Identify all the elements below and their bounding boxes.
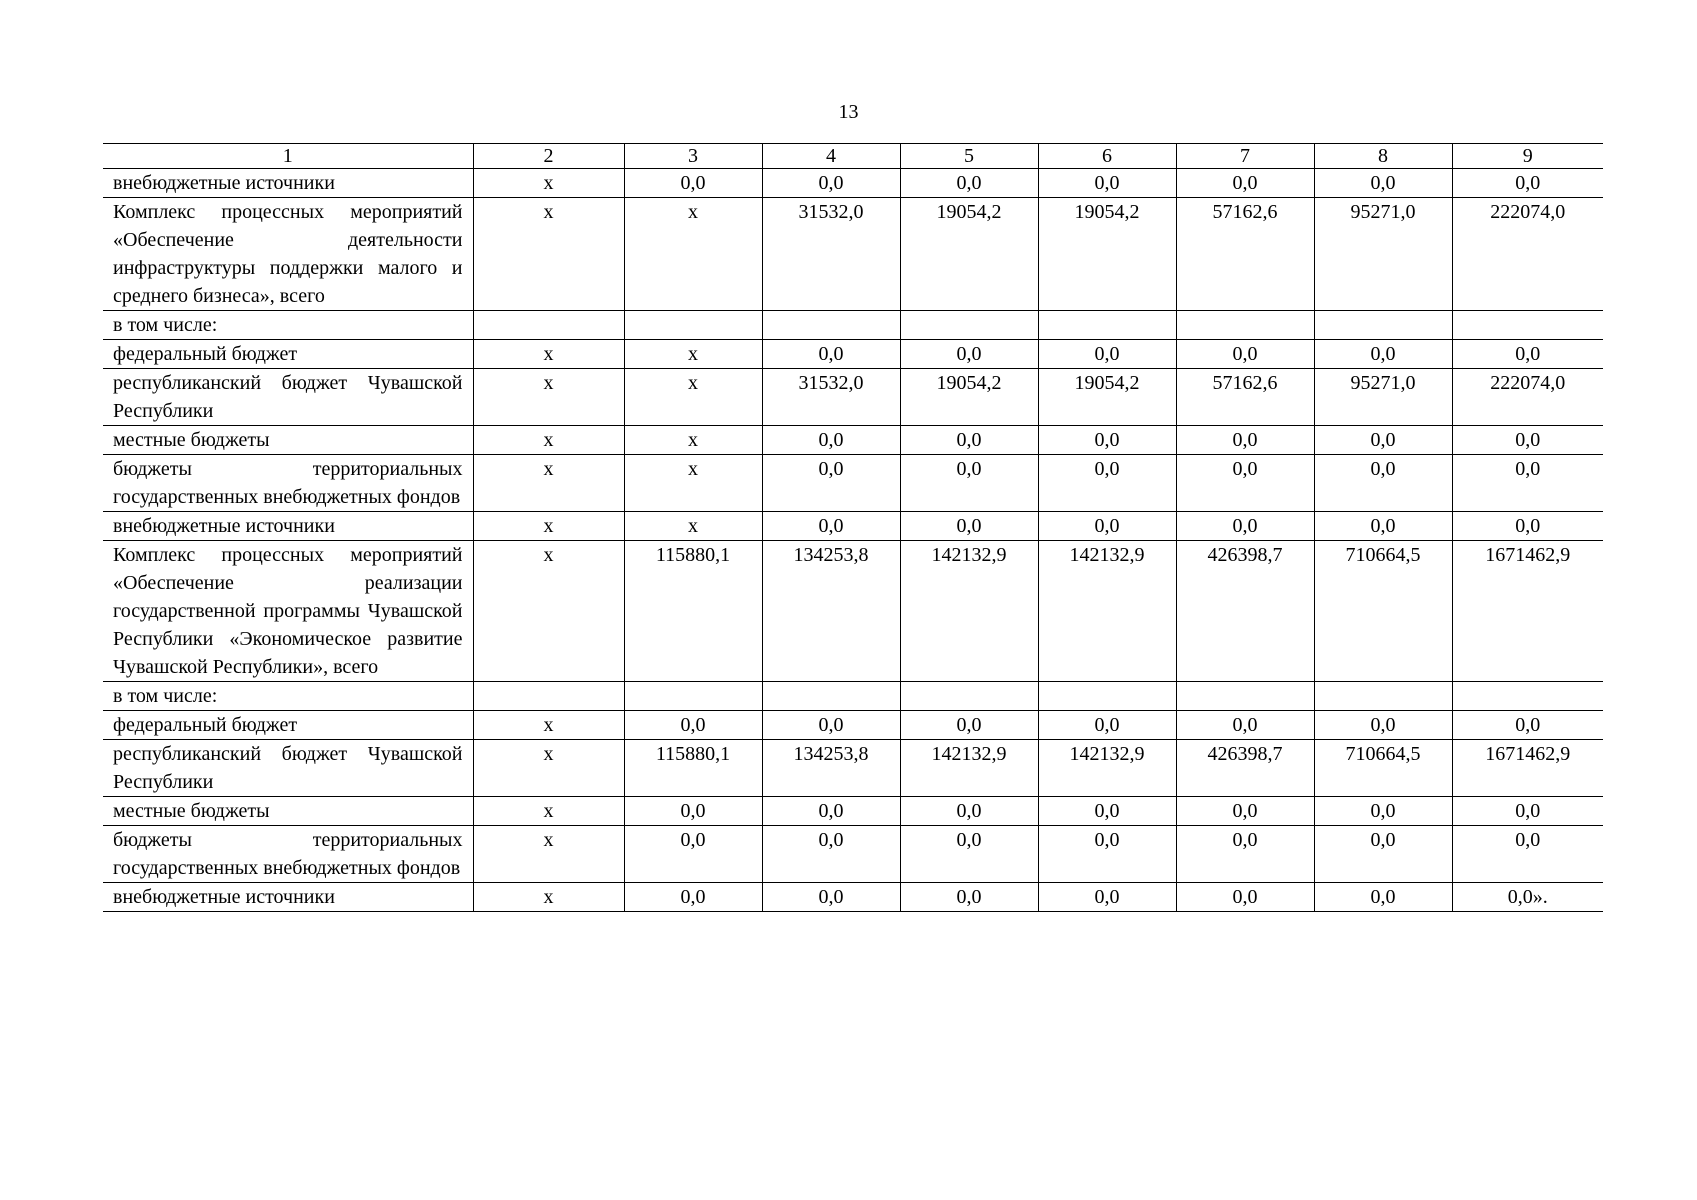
value-cell-col-6: 0,0 xyxy=(1038,169,1176,198)
value-cell-col-7: 0,0 xyxy=(1176,169,1314,198)
value-cell-col-8: 0,0 xyxy=(1314,455,1452,512)
table-row xyxy=(103,169,1603,198)
value-cell-col-6: 142132,9 xyxy=(1038,740,1176,797)
row-label: Комплекс процессных мероприятий «Обеспечение реализации государственной программы Чувашской Республики «Экономическое развитие Чувашской Республики», всего xyxy=(103,541,473,682)
row-label: Комплекс процессных мероприятий «Обеспечение деятельности инфраструктуры поддержки малого и среднего бизнеса», всего xyxy=(103,198,473,311)
value-cell-col-7: 0,0 xyxy=(1176,455,1314,512)
row-label xyxy=(103,311,473,340)
value-cell-col-4: 0,0 xyxy=(762,826,900,883)
value-cell-col-8: 95271,0 xyxy=(1314,198,1452,311)
row-label-text: внебюджетные источники xyxy=(113,886,335,908)
value-cell-col-5: 0,0 xyxy=(900,883,1038,912)
value-cell-col-2: x xyxy=(473,711,624,740)
table-row xyxy=(103,797,1603,826)
value-cell-col-6: 0,0 xyxy=(1038,711,1176,740)
value-cell-col-5: 0,0 xyxy=(900,711,1038,740)
table-row xyxy=(103,682,1603,711)
value-cell-col-2: x xyxy=(473,198,624,311)
row-label: республиканский бюджет Чувашской Республики xyxy=(103,740,473,797)
table-row xyxy=(103,426,1603,455)
value-cell-col-3: 0,0 xyxy=(624,797,762,826)
value-cell-col-9: 0,0 xyxy=(1452,169,1603,198)
value-cell-col-3: x xyxy=(624,455,762,512)
value-cell-col-7: 0,0 xyxy=(1176,340,1314,369)
value-cell-col-9 xyxy=(1452,682,1603,711)
value-cell-col-3: 0,0 xyxy=(624,169,762,198)
column-number-1: 1 xyxy=(103,144,473,169)
value-cell-col-5: 0,0 xyxy=(900,169,1038,198)
value-cell-col-5: 142132,9 xyxy=(900,740,1038,797)
value-cell-col-2: x xyxy=(473,455,624,512)
value-cell-col-9: 222074,0 xyxy=(1452,198,1603,311)
table-row xyxy=(103,198,1603,311)
table-row xyxy=(103,340,1603,369)
value-cell-col-3: 115880,1 xyxy=(624,740,762,797)
value-cell-col-7: 0,0 xyxy=(1176,797,1314,826)
column-number-7: 7 xyxy=(1176,144,1314,169)
value-cell-col-3: 115880,1 xyxy=(624,541,762,682)
row-label xyxy=(103,340,473,369)
value-cell-col-7: 0,0 xyxy=(1176,426,1314,455)
value-cell-col-4: 31532,0 xyxy=(762,198,900,311)
row-label-text: внебюджетные источники xyxy=(113,515,335,537)
value-cell-col-9: 0,0 xyxy=(1452,826,1603,883)
value-cell-col-7: 0,0 xyxy=(1176,826,1314,883)
column-number-8: 8 xyxy=(1314,144,1452,169)
value-cell-col-6: 0,0 xyxy=(1038,883,1176,912)
value-cell-col-4: 0,0 xyxy=(762,711,900,740)
row-label-text: местные бюджеты xyxy=(113,429,270,451)
value-cell-col-7: 426398,7 xyxy=(1176,740,1314,797)
table-row xyxy=(103,826,1603,883)
value-cell-col-5 xyxy=(900,682,1038,711)
row-label xyxy=(103,711,473,740)
value-cell-col-5: 19054,2 xyxy=(900,198,1038,311)
value-cell-col-8: 0,0 xyxy=(1314,883,1452,912)
value-cell-col-6: 142132,9 xyxy=(1038,541,1176,682)
row-label-text: внебюджетные источники xyxy=(113,172,335,194)
value-cell-col-3: x xyxy=(624,340,762,369)
value-cell-col-2: x xyxy=(473,169,624,198)
table-row xyxy=(103,512,1603,541)
value-cell-col-2 xyxy=(473,311,624,340)
value-cell-col-4: 0,0 xyxy=(762,883,900,912)
value-cell-col-6: 0,0 xyxy=(1038,426,1176,455)
value-cell-col-2: x xyxy=(473,426,624,455)
value-cell-col-7: 0,0 xyxy=(1176,512,1314,541)
value-cell-col-6 xyxy=(1038,311,1176,340)
value-cell-col-5: 0,0 xyxy=(900,455,1038,512)
column-number-6: 6 xyxy=(1038,144,1176,169)
row-label-text: федеральный бюджет xyxy=(113,343,298,365)
value-cell-col-3 xyxy=(624,311,762,340)
value-cell-col-7 xyxy=(1176,311,1314,340)
value-cell-col-9: 0,0 xyxy=(1452,797,1603,826)
row-label: бюджеты территориальных государственных внебюджетных фондов xyxy=(103,455,473,512)
value-cell-col-2: x xyxy=(473,541,624,682)
table-row xyxy=(103,455,1603,512)
column-number-4: 4 xyxy=(762,144,900,169)
value-cell-col-5: 0,0 xyxy=(900,826,1038,883)
value-cell-col-9: 0,0 xyxy=(1452,455,1603,512)
value-cell-col-8: 710664,5 xyxy=(1314,541,1452,682)
value-cell-col-2: x xyxy=(473,797,624,826)
value-cell-col-9: 0,0 xyxy=(1452,512,1603,541)
row-label xyxy=(103,169,473,198)
value-cell-col-9: 1671462,9 xyxy=(1452,541,1603,682)
value-cell-col-3: x xyxy=(624,426,762,455)
value-cell-col-7: 0,0 xyxy=(1176,883,1314,912)
value-cell-col-3: 0,0 xyxy=(624,883,762,912)
table-row xyxy=(103,711,1603,740)
column-number-5: 5 xyxy=(900,144,1038,169)
row-label xyxy=(103,682,473,711)
row-label-text: в том числе: xyxy=(113,314,218,336)
value-cell-col-5 xyxy=(900,311,1038,340)
value-cell-col-9: 0,0 xyxy=(1452,426,1603,455)
value-cell-col-8: 0,0 xyxy=(1314,426,1452,455)
value-cell-col-9: 1671462,9 xyxy=(1452,740,1603,797)
value-cell-col-4: 0,0 xyxy=(762,340,900,369)
value-cell-col-6: 0,0 xyxy=(1038,340,1176,369)
value-cell-col-5: 0,0 xyxy=(900,797,1038,826)
value-cell-col-6 xyxy=(1038,682,1176,711)
row-label-text: в том числе: xyxy=(113,685,218,707)
value-cell-col-7: 57162,6 xyxy=(1176,198,1314,311)
page-number: 13 xyxy=(838,101,859,123)
value-cell-col-8 xyxy=(1314,682,1452,711)
value-cell-col-5: 0,0 xyxy=(900,512,1038,541)
value-cell-col-3: x xyxy=(624,198,762,311)
value-cell-col-8: 0,0 xyxy=(1314,826,1452,883)
value-cell-col-3 xyxy=(624,682,762,711)
row-label xyxy=(103,512,473,541)
value-cell-col-8: 0,0 xyxy=(1314,340,1452,369)
value-cell-col-3: 0,0 xyxy=(624,711,762,740)
value-cell-col-5: 142132,9 xyxy=(900,541,1038,682)
column-number-3: 3 xyxy=(624,144,762,169)
value-cell-col-4: 0,0 xyxy=(762,426,900,455)
value-cell-col-4 xyxy=(762,311,900,340)
row-label: республиканский бюджет Чувашской Республики xyxy=(103,369,473,426)
value-cell-col-9 xyxy=(1452,311,1603,340)
value-cell-col-8: 0,0 xyxy=(1314,711,1452,740)
table-row xyxy=(103,541,1603,682)
value-cell-col-5: 0,0 xyxy=(900,340,1038,369)
row-label-text: местные бюджеты xyxy=(113,800,270,822)
value-cell-col-6: 0,0 xyxy=(1038,512,1176,541)
value-cell-col-8: 710664,5 xyxy=(1314,740,1452,797)
row-label-text: федеральный бюджет xyxy=(113,714,298,736)
value-cell-col-4: 0,0 xyxy=(762,797,900,826)
budget-table xyxy=(103,143,1603,912)
value-cell-col-4: 0,0 xyxy=(762,169,900,198)
value-cell-col-2: x xyxy=(473,340,624,369)
value-cell-col-3: 0,0 xyxy=(624,826,762,883)
value-cell-col-4: 31532,0 xyxy=(762,369,900,426)
value-cell-col-4: 134253,8 xyxy=(762,541,900,682)
value-cell-col-7 xyxy=(1176,682,1314,711)
value-cell-col-2 xyxy=(473,682,624,711)
value-cell-col-2: x xyxy=(473,512,624,541)
table-row xyxy=(103,311,1603,340)
value-cell-col-5: 19054,2 xyxy=(900,369,1038,426)
value-cell-col-6: 19054,2 xyxy=(1038,198,1176,311)
column-number-row xyxy=(103,144,1603,169)
value-cell-col-8: 0,0 xyxy=(1314,512,1452,541)
column-number-2: 2 xyxy=(473,144,624,169)
row-label xyxy=(103,797,473,826)
value-cell-col-3: x xyxy=(624,512,762,541)
value-cell-col-5: 0,0 xyxy=(900,426,1038,455)
value-cell-col-3: x xyxy=(624,369,762,426)
value-cell-col-9: 0,0». xyxy=(1452,883,1603,912)
row-label xyxy=(103,426,473,455)
value-cell-col-4: 134253,8 xyxy=(762,740,900,797)
value-cell-col-6: 0,0 xyxy=(1038,797,1176,826)
value-cell-col-7: 57162,6 xyxy=(1176,369,1314,426)
value-cell-col-8 xyxy=(1314,311,1452,340)
value-cell-col-2: x xyxy=(473,826,624,883)
value-cell-col-8: 0,0 xyxy=(1314,797,1452,826)
table-row xyxy=(103,369,1603,426)
table-row xyxy=(103,740,1603,797)
value-cell-col-6: 0,0 xyxy=(1038,826,1176,883)
value-cell-col-4: 0,0 xyxy=(762,455,900,512)
value-cell-col-4: 0,0 xyxy=(762,512,900,541)
row-label xyxy=(103,883,473,912)
value-cell-col-6: 19054,2 xyxy=(1038,369,1176,426)
value-cell-col-9: 0,0 xyxy=(1452,340,1603,369)
value-cell-col-7: 426398,7 xyxy=(1176,541,1314,682)
value-cell-col-8: 0,0 xyxy=(1314,169,1452,198)
row-label: бюджеты территориальных государственных внебюджетных фондов xyxy=(103,826,473,883)
value-cell-col-2: x xyxy=(473,883,624,912)
value-cell-col-6: 0,0 xyxy=(1038,455,1176,512)
value-cell-col-4 xyxy=(762,682,900,711)
value-cell-col-9: 222074,0 xyxy=(1452,369,1603,426)
value-cell-col-9: 0,0 xyxy=(1452,711,1603,740)
value-cell-col-8: 95271,0 xyxy=(1314,369,1452,426)
value-cell-col-2: x xyxy=(473,740,624,797)
value-cell-col-7: 0,0 xyxy=(1176,711,1314,740)
column-number-9: 9 xyxy=(1452,144,1603,169)
value-cell-col-2: x xyxy=(473,369,624,426)
table-row xyxy=(103,883,1603,912)
